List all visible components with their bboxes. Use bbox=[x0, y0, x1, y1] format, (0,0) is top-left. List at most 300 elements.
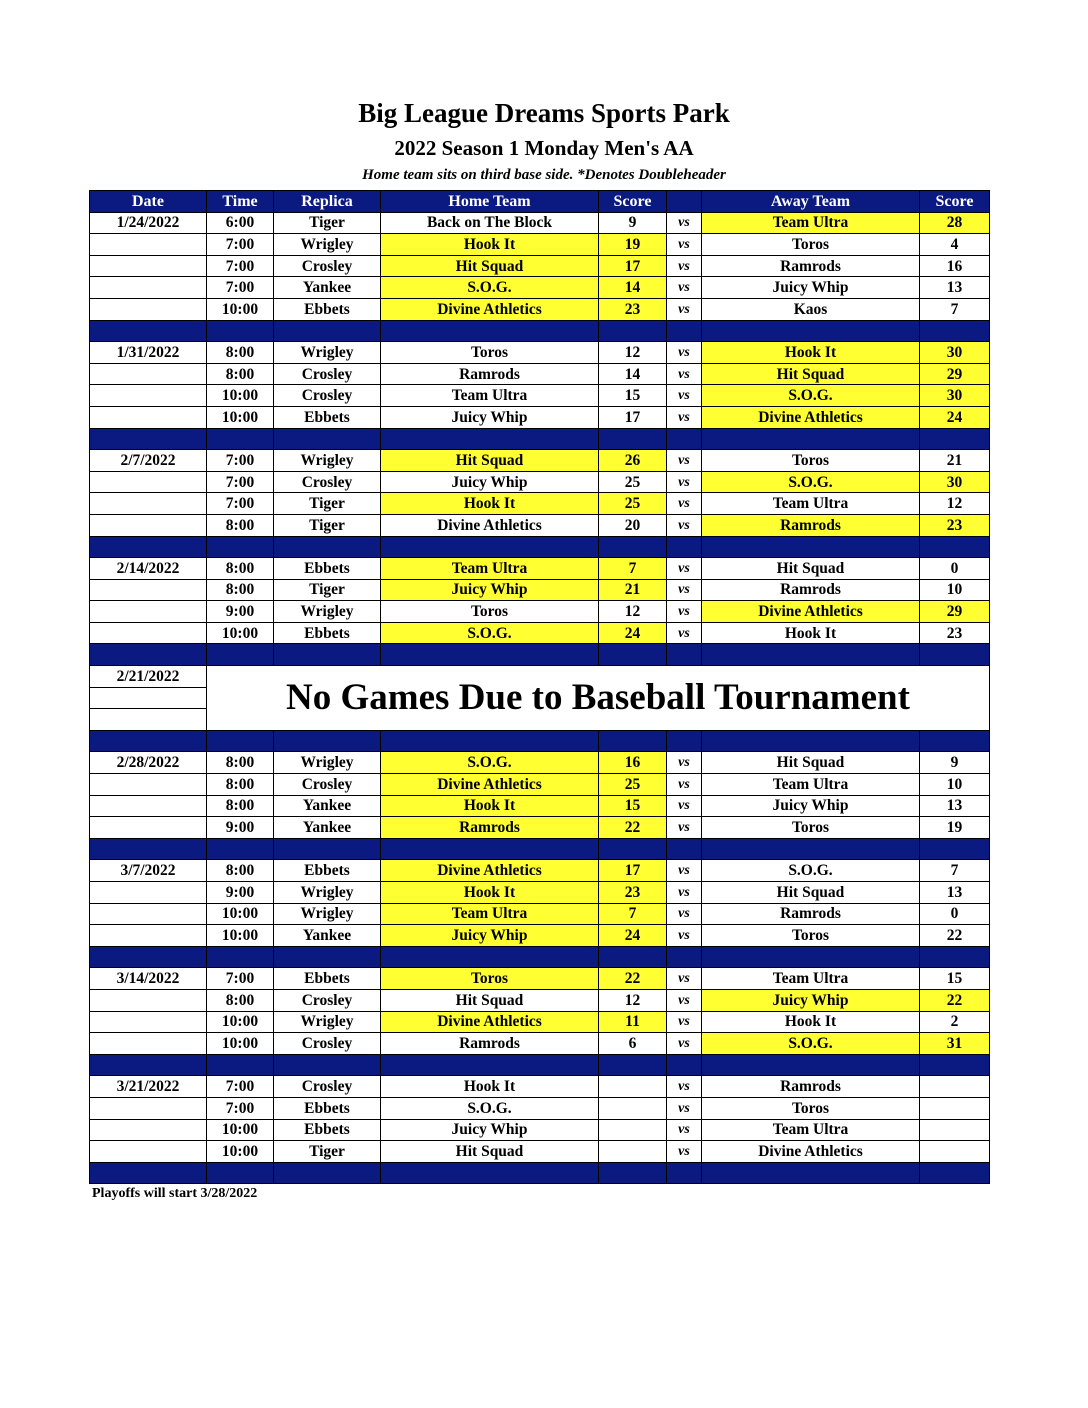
date-cell bbox=[90, 298, 207, 320]
vs-cell: vs bbox=[667, 860, 702, 882]
time-cell: 10:00 bbox=[207, 406, 274, 428]
separator-cell bbox=[667, 730, 702, 752]
away-score-cell: 31 bbox=[920, 1033, 990, 1055]
vs-cell: vs bbox=[667, 363, 702, 385]
separator-cell bbox=[920, 730, 990, 752]
separator-cell bbox=[274, 1054, 381, 1076]
separator-cell bbox=[702, 320, 920, 342]
separator-cell bbox=[207, 946, 274, 968]
game-row bbox=[90, 1076, 990, 1098]
away-score-cell: 21 bbox=[920, 450, 990, 472]
separator-cell bbox=[90, 838, 207, 860]
away-team-cell: S.O.G. bbox=[702, 385, 920, 407]
field-cell: Crosley bbox=[274, 1033, 381, 1055]
date-cell bbox=[90, 471, 207, 493]
date-cell bbox=[90, 622, 207, 644]
time-cell: 7:00 bbox=[207, 234, 274, 256]
away-team-cell: Team Ultra bbox=[702, 968, 920, 990]
col-vs-header bbox=[667, 191, 702, 213]
separator-cell bbox=[207, 730, 274, 752]
home-team-cell: Back on The Block bbox=[381, 212, 599, 234]
game-row bbox=[90, 579, 990, 601]
home-score-cell: 17 bbox=[599, 406, 667, 428]
vs-cell: vs bbox=[667, 1141, 702, 1163]
home-team-cell: Hook It bbox=[381, 1076, 599, 1098]
date-cell: 2/28/2022 bbox=[90, 752, 207, 774]
game-row bbox=[90, 450, 990, 472]
field-cell: Wrigley bbox=[274, 234, 381, 256]
field-cell: Wrigley bbox=[274, 601, 381, 623]
separator-cell bbox=[599, 320, 667, 342]
game-row bbox=[90, 925, 990, 947]
away-team-cell: Juicy Whip bbox=[702, 795, 920, 817]
separator-cell bbox=[599, 1162, 667, 1184]
separator-cell bbox=[90, 536, 207, 558]
away-team-cell: Juicy Whip bbox=[702, 277, 920, 299]
week-separator bbox=[90, 644, 990, 666]
field-cell: Crosley bbox=[274, 363, 381, 385]
home-team-cell: Ramrods bbox=[381, 1033, 599, 1055]
separator-cell bbox=[207, 644, 274, 666]
separator-cell bbox=[667, 320, 702, 342]
field-cell: Crosley bbox=[274, 989, 381, 1011]
game-row bbox=[90, 234, 990, 256]
game-row bbox=[90, 1033, 990, 1055]
week-separator bbox=[90, 428, 990, 450]
date-cell: 3/14/2022 bbox=[90, 968, 207, 990]
schedule-note: Home team sits on third base side. *Denotes Doubleheader bbox=[362, 167, 726, 183]
home-score-cell: 22 bbox=[599, 968, 667, 990]
time-cell: 8:00 bbox=[207, 342, 274, 364]
field-cell: Yankee bbox=[274, 795, 381, 817]
date-cell bbox=[90, 579, 207, 601]
col-home-team-header: Home Team bbox=[381, 191, 599, 213]
field-cell: Wrigley bbox=[274, 752, 381, 774]
separator-cell bbox=[667, 838, 702, 860]
field-cell: Crosley bbox=[274, 1076, 381, 1098]
date-cell bbox=[90, 234, 207, 256]
time-cell: 10:00 bbox=[207, 1011, 274, 1033]
separator-cell bbox=[381, 1054, 599, 1076]
time-cell: 10:00 bbox=[207, 903, 274, 925]
vs-cell: vs bbox=[667, 968, 702, 990]
separator-cell bbox=[274, 1162, 381, 1184]
away-team-cell: Toros bbox=[702, 234, 920, 256]
field-cell: Ebbets bbox=[274, 406, 381, 428]
home-team-cell: Ramrods bbox=[381, 817, 599, 839]
time-cell: 8:00 bbox=[207, 795, 274, 817]
field-cell: Ebbets bbox=[274, 860, 381, 882]
away-team-cell: Team Ultra bbox=[702, 212, 920, 234]
field-cell: Wrigley bbox=[274, 882, 381, 904]
separator-cell bbox=[381, 838, 599, 860]
separator-cell bbox=[920, 428, 990, 450]
home-score-cell: 20 bbox=[599, 514, 667, 536]
time-cell: 8:00 bbox=[207, 752, 274, 774]
col-date-header: Date bbox=[90, 191, 207, 213]
home-team-cell: Divine Athletics bbox=[381, 514, 599, 536]
col-away-team-header: Away Team bbox=[702, 191, 920, 213]
no-games-row bbox=[90, 666, 990, 688]
separator-cell bbox=[381, 428, 599, 450]
time-cell: 7:00 bbox=[207, 471, 274, 493]
time-cell: 9:00 bbox=[207, 601, 274, 623]
game-row bbox=[90, 622, 990, 644]
separator-cell bbox=[207, 536, 274, 558]
field-cell: Crosley bbox=[274, 385, 381, 407]
separator-cell bbox=[667, 946, 702, 968]
date-cell: 1/31/2022 bbox=[90, 342, 207, 364]
separator-cell bbox=[90, 1162, 207, 1184]
separator-cell bbox=[702, 428, 920, 450]
separator-cell bbox=[207, 1054, 274, 1076]
vs-cell: vs bbox=[667, 752, 702, 774]
field-cell: Yankee bbox=[274, 277, 381, 299]
home-score-cell: 24 bbox=[599, 925, 667, 947]
home-team-cell: S.O.G. bbox=[381, 277, 599, 299]
field-cell: Tiger bbox=[274, 579, 381, 601]
time-cell: 7:00 bbox=[207, 493, 274, 515]
home-score-cell: 24 bbox=[599, 622, 667, 644]
field-cell: Tiger bbox=[274, 493, 381, 515]
game-row bbox=[90, 277, 990, 299]
home-team-cell: Hit Squad bbox=[381, 989, 599, 1011]
time-cell: 8:00 bbox=[207, 860, 274, 882]
away-team-cell: Divine Athletics bbox=[702, 601, 920, 623]
away-team-cell: Team Ultra bbox=[702, 1119, 920, 1141]
game-row bbox=[90, 406, 990, 428]
date-cell bbox=[90, 774, 207, 796]
vs-cell: vs bbox=[667, 1076, 702, 1098]
vs-cell: vs bbox=[667, 1119, 702, 1141]
col-home-score-header: Score bbox=[599, 191, 667, 213]
home-score-cell: 26 bbox=[599, 450, 667, 472]
week-separator bbox=[90, 730, 990, 752]
away-score-cell: 29 bbox=[920, 601, 990, 623]
away-team-cell: Toros bbox=[702, 450, 920, 472]
time-cell: 8:00 bbox=[207, 579, 274, 601]
vs-cell: vs bbox=[667, 234, 702, 256]
week-separator bbox=[90, 838, 990, 860]
field-cell: Wrigley bbox=[274, 1011, 381, 1033]
away-score-cell: 13 bbox=[920, 795, 990, 817]
separator-cell bbox=[920, 838, 990, 860]
home-team-cell: Hook It bbox=[381, 795, 599, 817]
separator-cell bbox=[381, 946, 599, 968]
away-score-cell: 13 bbox=[920, 882, 990, 904]
away-score-cell: 10 bbox=[920, 579, 990, 601]
vs-cell: vs bbox=[667, 558, 702, 580]
home-score-cell: 21 bbox=[599, 579, 667, 601]
date-cell bbox=[90, 687, 207, 709]
home-team-cell: S.O.G. bbox=[381, 1097, 599, 1119]
away-team-cell: Team Ultra bbox=[702, 774, 920, 796]
separator-cell bbox=[920, 320, 990, 342]
home-team-cell: Divine Athletics bbox=[381, 1011, 599, 1033]
away-team-cell: Juicy Whip bbox=[702, 989, 920, 1011]
date-cell bbox=[90, 817, 207, 839]
away-score-cell: 23 bbox=[920, 622, 990, 644]
no-games-message: No Games Due to Baseball Tournament bbox=[207, 666, 990, 731]
game-row bbox=[90, 989, 990, 1011]
separator-cell bbox=[599, 838, 667, 860]
time-cell: 9:00 bbox=[207, 882, 274, 904]
time-cell: 10:00 bbox=[207, 622, 274, 644]
time-cell: 8:00 bbox=[207, 514, 274, 536]
col-time-header: Time bbox=[207, 191, 274, 213]
separator-cell bbox=[90, 428, 207, 450]
time-cell: 8:00 bbox=[207, 363, 274, 385]
vs-cell: vs bbox=[667, 903, 702, 925]
date-cell: 1/24/2022 bbox=[90, 212, 207, 234]
home-team-cell: S.O.G. bbox=[381, 622, 599, 644]
date-cell bbox=[90, 277, 207, 299]
away-team-cell: Divine Athletics bbox=[702, 1141, 920, 1163]
time-cell: 7:00 bbox=[207, 1076, 274, 1098]
schedule-table bbox=[89, 190, 990, 1184]
vs-cell: vs bbox=[667, 1033, 702, 1055]
vs-cell: vs bbox=[667, 471, 702, 493]
away-team-cell: S.O.G. bbox=[702, 860, 920, 882]
home-team-cell: Juicy Whip bbox=[381, 1119, 599, 1141]
away-team-cell: Toros bbox=[702, 1097, 920, 1119]
game-row bbox=[90, 903, 990, 925]
vs-cell: vs bbox=[667, 882, 702, 904]
separator-cell bbox=[667, 536, 702, 558]
field-cell: Tiger bbox=[274, 514, 381, 536]
home-team-cell: Juicy Whip bbox=[381, 925, 599, 947]
home-team-cell: Ramrods bbox=[381, 363, 599, 385]
time-cell: 8:00 bbox=[207, 774, 274, 796]
away-score-cell: 10 bbox=[920, 774, 990, 796]
page-title: Big League Dreams Sports Park bbox=[358, 98, 730, 128]
away-score-cell: 15 bbox=[920, 968, 990, 990]
separator-cell bbox=[599, 644, 667, 666]
away-score-cell bbox=[920, 1076, 990, 1098]
away-team-cell: Ramrods bbox=[702, 255, 920, 277]
home-score-cell: 25 bbox=[599, 471, 667, 493]
vs-cell: vs bbox=[667, 298, 702, 320]
away-team-cell: Toros bbox=[702, 925, 920, 947]
home-score-cell: 19 bbox=[599, 234, 667, 256]
date-cell bbox=[90, 882, 207, 904]
game-row bbox=[90, 212, 990, 234]
separator-cell bbox=[90, 730, 207, 752]
home-team-cell: Hit Squad bbox=[381, 1141, 599, 1163]
separator-cell bbox=[667, 428, 702, 450]
time-cell: 7:00 bbox=[207, 277, 274, 299]
away-team-cell: Team Ultra bbox=[702, 493, 920, 515]
separator-cell bbox=[599, 428, 667, 450]
separator-cell bbox=[207, 320, 274, 342]
away-team-cell: Ramrods bbox=[702, 1076, 920, 1098]
home-team-cell: Hook It bbox=[381, 882, 599, 904]
field-cell: Tiger bbox=[274, 212, 381, 234]
time-cell: 10:00 bbox=[207, 925, 274, 947]
separator-cell bbox=[90, 644, 207, 666]
away-score-cell bbox=[920, 1141, 990, 1163]
vs-cell: vs bbox=[667, 406, 702, 428]
home-team-cell: Juicy Whip bbox=[381, 406, 599, 428]
home-team-cell: Toros bbox=[381, 968, 599, 990]
game-row bbox=[90, 1011, 990, 1033]
col-replica-header: Replica bbox=[274, 191, 381, 213]
date-cell bbox=[90, 925, 207, 947]
separator-cell bbox=[90, 1054, 207, 1076]
home-team-cell: Hook It bbox=[381, 493, 599, 515]
game-row bbox=[90, 514, 990, 536]
game-row bbox=[90, 255, 990, 277]
date-cell bbox=[90, 255, 207, 277]
footer-note: Playoffs will start 3/28/2022 bbox=[92, 1186, 258, 1201]
page-subtitle: 2022 Season 1 Monday Men's AA bbox=[394, 136, 694, 160]
date-cell: 3/21/2022 bbox=[90, 1076, 207, 1098]
away-score-cell: 30 bbox=[920, 471, 990, 493]
game-row bbox=[90, 860, 990, 882]
home-team-cell: Toros bbox=[381, 342, 599, 364]
vs-cell: vs bbox=[667, 514, 702, 536]
home-score-cell: 16 bbox=[599, 752, 667, 774]
vs-cell: vs bbox=[667, 277, 702, 299]
home-score-cell: 25 bbox=[599, 493, 667, 515]
away-score-cell bbox=[920, 1097, 990, 1119]
separator-cell bbox=[920, 644, 990, 666]
away-score-cell: 29 bbox=[920, 363, 990, 385]
separator-cell bbox=[207, 1162, 274, 1184]
separator-cell bbox=[90, 946, 207, 968]
away-score-cell: 0 bbox=[920, 903, 990, 925]
date-cell bbox=[90, 903, 207, 925]
separator-cell bbox=[274, 320, 381, 342]
home-team-cell: Divine Athletics bbox=[381, 860, 599, 882]
home-team-cell: S.O.G. bbox=[381, 752, 599, 774]
home-team-cell: Juicy Whip bbox=[381, 579, 599, 601]
week-separator bbox=[90, 1162, 990, 1184]
away-team-cell: Divine Athletics bbox=[702, 406, 920, 428]
separator-cell bbox=[667, 1054, 702, 1076]
home-score-cell bbox=[599, 1097, 667, 1119]
away-team-cell: Kaos bbox=[702, 298, 920, 320]
date-cell bbox=[90, 709, 207, 731]
away-team-cell: Hit Squad bbox=[702, 558, 920, 580]
field-cell: Ebbets bbox=[274, 558, 381, 580]
separator-cell bbox=[702, 946, 920, 968]
separator-cell bbox=[702, 1054, 920, 1076]
separator-cell bbox=[274, 644, 381, 666]
home-score-cell bbox=[599, 1119, 667, 1141]
away-score-cell: 22 bbox=[920, 925, 990, 947]
separator-cell bbox=[702, 730, 920, 752]
date-cell bbox=[90, 1011, 207, 1033]
time-cell: 10:00 bbox=[207, 1119, 274, 1141]
separator-cell bbox=[381, 644, 599, 666]
time-cell: 6:00 bbox=[207, 212, 274, 234]
home-team-cell: Hook It bbox=[381, 234, 599, 256]
away-score-cell: 13 bbox=[920, 277, 990, 299]
home-team-cell: Toros bbox=[381, 601, 599, 623]
away-team-cell: S.O.G. bbox=[702, 1033, 920, 1055]
date-cell bbox=[90, 1097, 207, 1119]
vs-cell: vs bbox=[667, 817, 702, 839]
field-cell: Crosley bbox=[274, 255, 381, 277]
game-row bbox=[90, 795, 990, 817]
separator-cell bbox=[920, 946, 990, 968]
date-cell bbox=[90, 989, 207, 1011]
away-score-cell: 22 bbox=[920, 989, 990, 1011]
time-cell: 7:00 bbox=[207, 1097, 274, 1119]
date-cell bbox=[90, 795, 207, 817]
separator-cell bbox=[920, 1054, 990, 1076]
date-cell bbox=[90, 514, 207, 536]
week-separator bbox=[90, 536, 990, 558]
away-team-cell: Hook It bbox=[702, 622, 920, 644]
home-team-cell: Divine Athletics bbox=[381, 774, 599, 796]
game-row bbox=[90, 1097, 990, 1119]
date-cell bbox=[90, 1119, 207, 1141]
home-team-cell: Juicy Whip bbox=[381, 471, 599, 493]
date-cell bbox=[90, 601, 207, 623]
home-team-cell: Team Ultra bbox=[381, 558, 599, 580]
away-score-cell: 12 bbox=[920, 493, 990, 515]
date-cell: 2/21/2022 bbox=[90, 666, 207, 688]
separator-cell bbox=[702, 838, 920, 860]
field-cell: Ebbets bbox=[274, 1097, 381, 1119]
separator-cell bbox=[702, 644, 920, 666]
vs-cell: vs bbox=[667, 579, 702, 601]
separator-cell bbox=[599, 730, 667, 752]
home-score-cell: 7 bbox=[599, 558, 667, 580]
separator-cell bbox=[920, 1162, 990, 1184]
away-team-cell: Hit Squad bbox=[702, 882, 920, 904]
home-score-cell bbox=[599, 1141, 667, 1163]
field-cell: Wrigley bbox=[274, 342, 381, 364]
away-score-cell: 4 bbox=[920, 234, 990, 256]
home-score-cell: 11 bbox=[599, 1011, 667, 1033]
separator-cell bbox=[274, 428, 381, 450]
home-team-cell: Hit Squad bbox=[381, 255, 599, 277]
field-cell: Yankee bbox=[274, 817, 381, 839]
game-row bbox=[90, 558, 990, 580]
game-row bbox=[90, 471, 990, 493]
separator-cell bbox=[702, 1162, 920, 1184]
away-team-cell: Ramrods bbox=[702, 514, 920, 536]
separator-cell bbox=[702, 536, 920, 558]
field-cell: Ebbets bbox=[274, 298, 381, 320]
header-row bbox=[90, 191, 990, 213]
field-cell: Ebbets bbox=[274, 1119, 381, 1141]
away-score-cell: 16 bbox=[920, 255, 990, 277]
separator-cell bbox=[599, 536, 667, 558]
week-separator bbox=[90, 1054, 990, 1076]
time-cell: 8:00 bbox=[207, 989, 274, 1011]
vs-cell: vs bbox=[667, 795, 702, 817]
vs-cell: vs bbox=[667, 601, 702, 623]
separator-cell bbox=[274, 838, 381, 860]
separator-cell bbox=[274, 536, 381, 558]
time-cell: 7:00 bbox=[207, 255, 274, 277]
separator-cell bbox=[920, 536, 990, 558]
game-row bbox=[90, 882, 990, 904]
time-cell: 7:00 bbox=[207, 968, 274, 990]
game-row bbox=[90, 342, 990, 364]
vs-cell: vs bbox=[667, 255, 702, 277]
separator-cell bbox=[90, 320, 207, 342]
date-cell bbox=[90, 363, 207, 385]
date-cell bbox=[90, 1141, 207, 1163]
col-away-score-header: Score bbox=[920, 191, 990, 213]
away-score-cell: 7 bbox=[920, 298, 990, 320]
vs-cell: vs bbox=[667, 622, 702, 644]
